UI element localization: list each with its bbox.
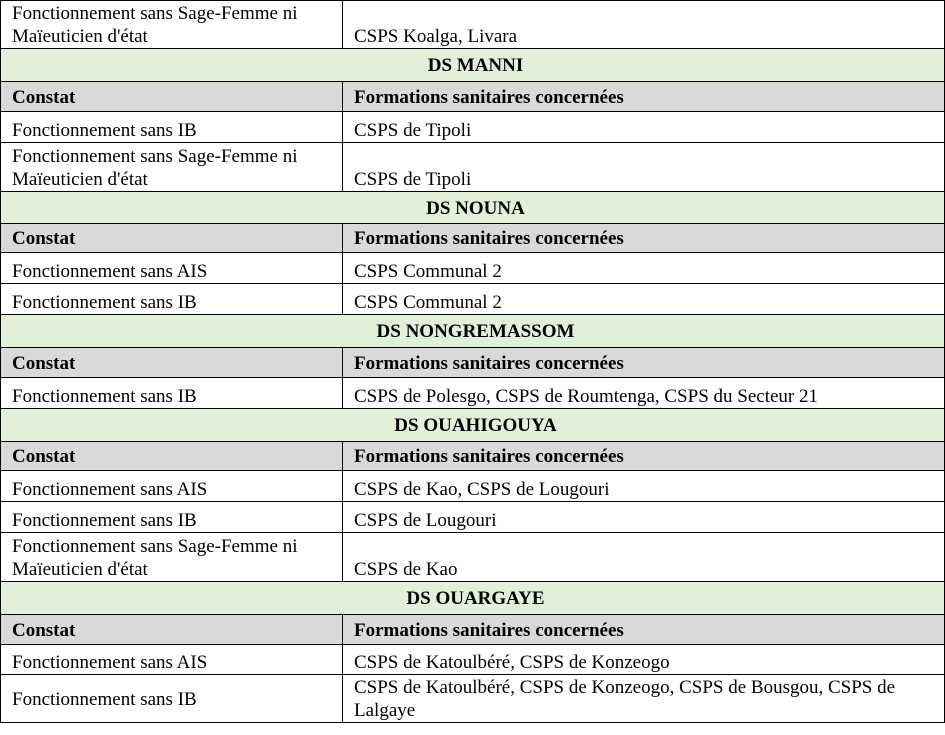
- formations-header: Formations sanitaires concernées: [343, 82, 945, 112]
- constat-header: Constat: [1, 442, 343, 471]
- table-row: [1, 502, 945, 533]
- formations-header: Formations sanitaires concernées: [343, 224, 945, 253]
- table-row: [1, 112, 945, 143]
- constat-cell: Fonctionnement sans AIS: [1, 253, 343, 284]
- table-row: [1, 471, 945, 502]
- constat-cell: Fonctionnement sans IB: [1, 675, 343, 723]
- formations-cell: CSPS Koalga, Livara: [343, 1, 945, 49]
- table-row: [1, 675, 945, 723]
- constat-cell: Fonctionnement sans Sage-Femme ni Maïeuticien d'état: [1, 533, 343, 582]
- constat-cell: Fonctionnement sans IB: [1, 284, 343, 315]
- formations-cell: CSPS de Lougouri: [343, 502, 945, 533]
- formations-cell: CSPS de Kao, CSPS de Lougouri: [343, 471, 945, 502]
- column-header-row: [1, 82, 945, 112]
- column-header-row: [1, 442, 945, 471]
- district-name: DS NOUNA: [1, 192, 945, 224]
- constat-cell: Fonctionnement sans Sage-Femme ni Maïeuticien d'état: [1, 143, 343, 192]
- constat-cell: Fonctionnement sans AIS: [1, 471, 343, 502]
- formations-cell: CSPS de Polesgo, CSPS de Roumtenga, CSPS du Secteur 21: [343, 378, 945, 409]
- column-header-row: [1, 224, 945, 253]
- table-row: [1, 378, 945, 409]
- district-row: [1, 409, 945, 442]
- constat-header: Constat: [1, 615, 343, 645]
- formations-cell: CSPS Communal 2: [343, 284, 945, 315]
- table-row: [1, 645, 945, 675]
- table-row: [1, 143, 945, 192]
- formations-header: Formations sanitaires concernées: [343, 348, 945, 378]
- table-row: [1, 284, 945, 315]
- table-row: [1, 1, 945, 49]
- formations-header: Formations sanitaires concernées: [343, 442, 945, 471]
- district-name: DS NONGREMASSOM: [1, 315, 945, 348]
- constat-header: Constat: [1, 224, 343, 253]
- table-row: [1, 253, 945, 284]
- table-row: [1, 533, 945, 582]
- constat-header: Constat: [1, 348, 343, 378]
- constat-cell: Fonctionnement sans IB: [1, 112, 343, 143]
- district-name: DS MANNI: [1, 49, 945, 82]
- formations-cell: CSPS de Tipoli: [343, 143, 945, 192]
- column-header-row: [1, 615, 945, 645]
- formations-header: Formations sanitaires concernées: [343, 615, 945, 645]
- column-header-row: [1, 348, 945, 378]
- formations-cell: CSPS de Katoulbéré, CSPS de Konzeogo, CSPS de Bousgou, CSPS de Lalgaye: [343, 675, 945, 723]
- formations-cell: CSPS de Kao: [343, 533, 945, 582]
- constat-cell: Fonctionnement sans Sage-Femme ni Maïeuticien d'état: [1, 1, 343, 49]
- constat-header: Constat: [1, 82, 343, 112]
- district-name: DS OUAHIGOUYA: [1, 409, 945, 442]
- district-row: [1, 315, 945, 348]
- constat-cell: Fonctionnement sans IB: [1, 502, 343, 533]
- constat-cell: Fonctionnement sans AIS: [1, 645, 343, 675]
- district-row: [1, 192, 945, 224]
- district-row: [1, 582, 945, 615]
- district-name: DS OUARGAYE: [1, 582, 945, 615]
- formations-cell: CSPS Communal 2: [343, 253, 945, 284]
- formations-cell: CSPS de Tipoli: [343, 112, 945, 143]
- formations-cell: CSPS de Katoulbéré, CSPS de Konzeogo: [343, 645, 945, 675]
- constat-cell: Fonctionnement sans IB: [1, 378, 343, 409]
- district-row: [1, 49, 945, 82]
